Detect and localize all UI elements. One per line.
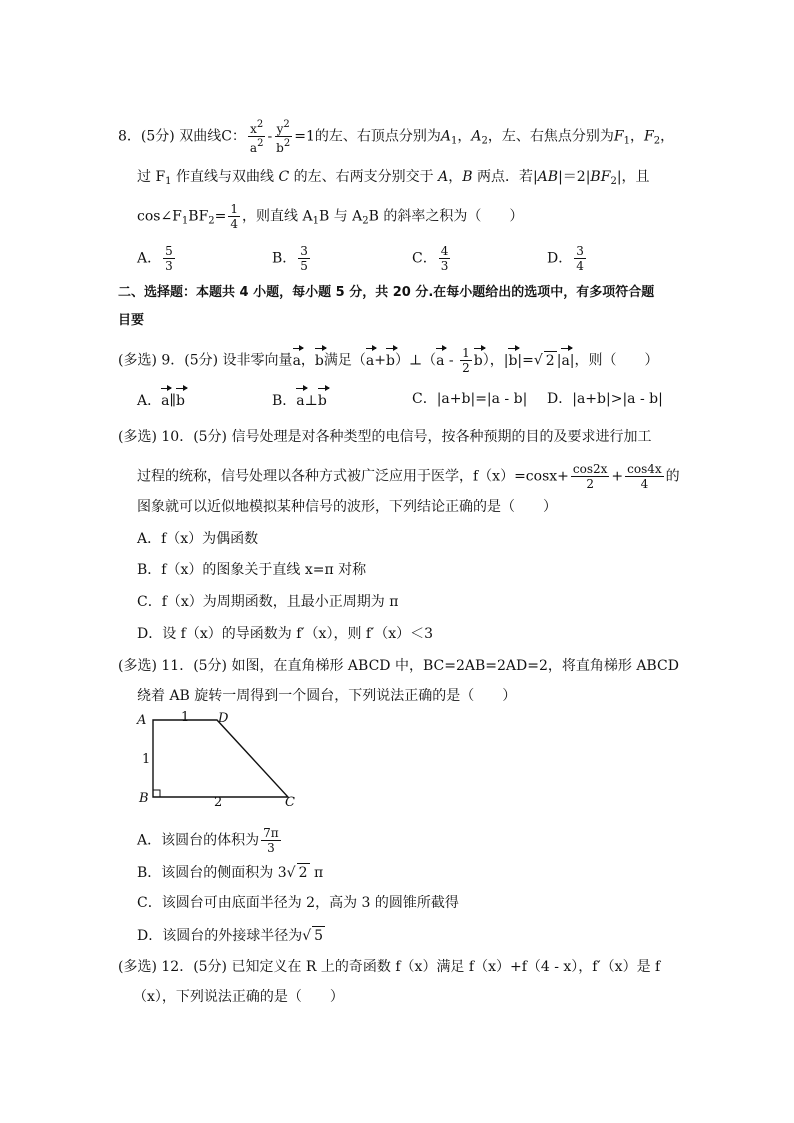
- q11-option-a: A．该圆台的体积为 $\frac{7\pi}{3}$: [137, 826, 279, 855]
- q10-option-d: D．设 f（x）的导函数为 f′（x），则 f′（x）＜3: [137, 626, 434, 642]
- q8-x-frac: $\frac{x^2}{a^2}$: [249, 119, 264, 155]
- q11-line1: (多选) 11．(5分) 如图，在直角梯形 ABCD 中，BC=2AB=2AD=2，将直角梯形 ABCD: [118, 658, 679, 674]
- q8-cos-frac: $\frac{1}{4}$: [230, 202, 239, 231]
- q10-option-c: C．f（x）为周期函数，且最小正周期为 π: [137, 594, 399, 610]
- q8-option-c: C． $\frac{4}{3}$: [412, 244, 449, 273]
- q9-stem: (多选) 9．(5分) 设非零向量a，b满足（a+b）⊥（a - $\frac{1}{2}$ b），|b|=√ 2 |a|，则（ ）: [118, 346, 659, 375]
- q12-line1: (多选) 12．(5分) 已知定义在 R 上的奇函数 f（x）满足 f（x）+f（4 - x），f′（x）是 f: [118, 959, 661, 975]
- vertex-b-label: B: [139, 791, 149, 806]
- q8-option-a: A． $\frac{5}{3}$: [137, 244, 173, 273]
- q11-option-c: C．该圆台可由底面半径为 2，高为 3 的圆锥所截得: [137, 895, 459, 911]
- q10-option-a: A．f（x）为偶函数: [137, 531, 259, 547]
- section2-heading-cont: 目要: [118, 313, 145, 328]
- q9-option-d: D．|a+b|>|a - b|: [547, 391, 663, 407]
- q9-option-b: B．a⊥b: [272, 390, 327, 410]
- side-bc-label: 2: [214, 795, 223, 810]
- q11-option-d: D．该圆台的外接球半径为√ 5: [137, 928, 324, 944]
- q10-line1: (多选) 10．(5分) 信号处理是对各种类型的电信号，按各种预期的目的及要求进行加工: [118, 429, 652, 445]
- q8-y-frac: $\frac{y^2}{b^2}$: [276, 119, 291, 155]
- trapezoid-shape: [153, 720, 288, 797]
- q10-option-b: B．f（x）的图象关于直线 x=π 对称: [137, 562, 367, 578]
- section2-heading: 二、选择题：本题共 4 小题，每小题 5 分，共 20 分.在每小题给出的选项中，有多项符合题: [118, 285, 655, 300]
- q11-line2: 绕着 AB 旋转一周得到一个圆台，下列说法正确的是（ ）: [137, 688, 517, 704]
- q8-line2: 过 $F_1$ 作直线与双曲线 C 的左、右两支分别交于 A，B 两点．若$|AB|=2|BF_2|$，且: [137, 169, 650, 187]
- vertex-d-label: D: [218, 711, 229, 726]
- vertex-c-label: C: [285, 795, 295, 810]
- side-ad-label: 1: [181, 710, 190, 725]
- q11-option-b: B．该圆台的侧面积为 3√ 2 π: [137, 865, 324, 881]
- q8-line3: $\cos\angle F_1BF_2=$ $\frac{1}{4}$ ，则直线 $A_1B$ 与 $A_2B$ 的斜率之积为（ ）: [137, 202, 524, 231]
- q10-line3: 图象就可以近似地模拟某种信号的波形，下列结论正确的是（ ）: [137, 499, 557, 515]
- q9-option-c: C．|a+b|=|a - b|: [412, 391, 528, 407]
- q10-line2: 过程的统称，信号处理以各种方式被广泛应用于医学，f（x）=cosx+ $\frac{\cos 2x}{2}$ + $\frac{\cos 4x}{4}$ 的: [137, 462, 680, 491]
- q8-line1: 8．(5分) 双曲线C： $\frac{x^2}{a^2}$ - $\frac{y^2}{b^2}$ =1的左、右顶点分别为$A_1$，$A_2$，左、右焦点分别为$F_1$，$F_2$，: [118, 119, 675, 155]
- vertex-a-label: A: [137, 713, 147, 728]
- q9-option-a: A．a∥b: [137, 390, 185, 410]
- q8-option-b: B． $\frac{3}{5}$: [272, 244, 308, 273]
- right-angle-mark: [153, 790, 160, 797]
- q8-option-d: D． $\frac{3}{4}$: [547, 244, 584, 273]
- trapezoid-figure: [135, 710, 305, 810]
- side-ab-label: 1: [142, 752, 151, 767]
- q12-line2: （x），下列说法正确的是（ ）: [133, 989, 344, 1005]
